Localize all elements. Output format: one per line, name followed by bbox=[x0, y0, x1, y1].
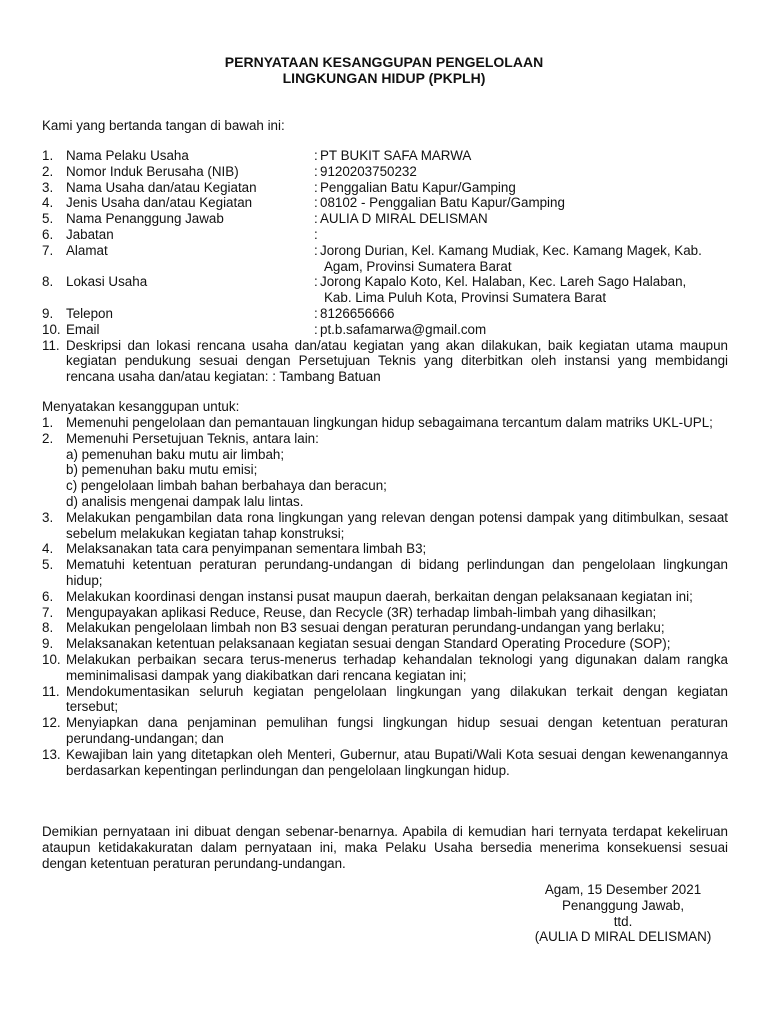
field-row: 2. Nomor Induk Berusaha (NIB) : 9120203750232 bbox=[42, 164, 728, 180]
closing-paragraph: Demikian pernyataan ini dibuat dengan sebenar-benarnya. Apabila di kemudian hari ternyata terdapat kekeliruan ataupun ketidakakuratan dalam pernyataan ini, maka Pelaku Usaha bersedia menerima konsekuensi sesuai dengan ketentuan peraturan perundang-undangan. bbox=[42, 824, 728, 871]
field-value: AULIA D MIRAL DELISMAN bbox=[320, 211, 488, 227]
field-value: 08102 - Penggalian Batu Kapur/Gamping bbox=[320, 195, 565, 211]
field-value: 9120203750232 bbox=[320, 163, 417, 179]
field-row-description bbox=[42, 338, 728, 385]
field-value: 8126656666 bbox=[320, 305, 395, 321]
field-value: PT BUKIT SAFA MARWA bbox=[320, 148, 472, 163]
field-row: 1. Nama Pelaku Usaha : PT BUKIT SAFA MARWA bbox=[42, 148, 728, 164]
list-item: 9. Melaksanakan ketentuan pelaksanaan kegiatan sesuai dengan Standard Operating Procedure (SOP); bbox=[42, 636, 671, 652]
list-item: b) pemenuhan baku mutu emisi; bbox=[66, 462, 258, 478]
field-value bbox=[320, 243, 728, 275]
field-number: 5. bbox=[42, 211, 54, 227]
list-item: 6. Melakukan koordinasi dengan instansi pusat maupun daerah, berkaitan dengan pelaksanaan kegiatan ini; bbox=[42, 588, 693, 604]
list-item: 3. Melakukan pengambilan data rona lingkungan yang relevan dengan potensi dampak yang ditimbulkan, sesaat sebelum melakukan kegiatan tahap konstruksi; bbox=[42, 509, 728, 541]
field-number: 7. bbox=[42, 242, 54, 258]
declaration-list bbox=[42, 415, 728, 778]
field-row: 5. Nama Penanggung Jawab : AULIA D MIRAL DELISMAN bbox=[42, 211, 728, 227]
intro-text: Kami yang bertanda tangan di bawah ini: bbox=[42, 118, 285, 133]
field-value bbox=[320, 274, 728, 306]
field-row: 4. Jenis Usaha dan/atau Kegiatan : 08102 - Penggalian Batu Kapur/Gamping bbox=[42, 195, 728, 211]
list-item: 13. Kewajiban lain yang ditetapkan oleh Menteri, Gubernur, atau Bupati/Wali Kota sesuai dengan kewenangannya berdasarkan kepentingan perlindungan dan pengelolaan lingkungan hidup. bbox=[42, 746, 728, 778]
field-label: Nama Pelaku Usaha bbox=[66, 148, 189, 163]
field-label: Nama Penanggung Jawab bbox=[66, 211, 224, 227]
field-number: 8. bbox=[42, 274, 54, 290]
description-text: Deskripsi dan lokasi rencana usaha dan/atau kegiatan yang akan dilakukan, baik kegiatan utama maupun kegiatan pendukung sesuai dengan Persetujuan Teknis yang diterbitkan oleh instansi yang membidangi rencana usaha dan/atau kegiatan: : Tambang Batuan bbox=[66, 337, 728, 385]
field-value-continuation: Agam, Provinsi Sumatera Barat bbox=[324, 258, 512, 274]
signature-name: (AULIA D MIRAL DELISMAN) bbox=[534, 929, 712, 945]
field-value-line: Jorong Durian, Kel. Kamang Mudiak, Kec. Kamang Magek, Kab. bbox=[320, 242, 702, 258]
field-value-line: Jorong Kapalo Koto, Kel. Halaban, Kec. Lareh Sago Halaban, bbox=[320, 274, 687, 290]
signature-ttd: ttd. bbox=[613, 913, 633, 929]
field-value-continuation: Kab. Lima Puluh Kota, Provinsi Sumatera Barat bbox=[324, 290, 607, 306]
field-number: 1. bbox=[42, 148, 54, 163]
field-row: 9. Telepon : 8126656666 bbox=[42, 306, 728, 322]
field-row: 6. Jabatan : bbox=[42, 227, 728, 243]
list-item: d) analisis mengenai dampak lalu lintas. bbox=[66, 493, 304, 509]
declaration-heading: Menyatakan kesanggupan untuk: bbox=[42, 399, 240, 414]
field-label: Email bbox=[66, 321, 100, 337]
field-number: 3. bbox=[42, 179, 54, 195]
field-label: Jenis Usaha dan/atau Kegiatan bbox=[66, 195, 253, 211]
field-number: 10. bbox=[42, 321, 61, 337]
signature-block bbox=[500, 882, 746, 945]
field-value: pt.b.safamarwa@gmail.com bbox=[320, 321, 487, 337]
list-item: 12. Menyiapkan dana penjaminan pemulihan fungsi lingkungan hidup sesuai dengan ketentuan peraturan perundang-undangan; dan bbox=[42, 715, 728, 746]
list-item: a) pemenuhan baku mutu air limbah; bbox=[66, 446, 285, 462]
list-item: c) pengelolaan limbah bahan berbahaya dan beracun; bbox=[66, 478, 387, 494]
identity-fields bbox=[42, 148, 728, 385]
list-item: 2. Memenuhi Persetujuan Teknis, antara lain: bbox=[42, 430, 319, 446]
field-number: 4. bbox=[42, 195, 54, 211]
list-item: 11. Mendokumentasikan seluruh kegiatan pengelolaan lingkungan yang dilakukan terkait dengan kegiatan tersebut; bbox=[42, 683, 728, 715]
title-line-2: LINGKUNGAN HIDUP (PKPLH) bbox=[282, 70, 486, 86]
document-title bbox=[0, 54, 768, 86]
field-row: 10. Email : pt.b.safamarwa@gmail.com bbox=[42, 322, 728, 338]
field-label: Telepon bbox=[66, 305, 113, 321]
signature-place-date: Agam, 15 Desember 2021 bbox=[544, 882, 702, 897]
list-item: 8. Melakukan pengelolaan limbah non B3 sesuai dengan peraturan perundang-undangan yang berlaku; bbox=[42, 620, 665, 636]
list-item: 1. Memenuhi pengelolaan dan pemantauan lingkungan hidup sebagaimana tercantum dalam matriks UKL-UPL; bbox=[42, 415, 713, 430]
field-label: Nomor Induk Berusaha (NIB) bbox=[66, 163, 239, 179]
list-item: 4. Melaksanakan tata cara penyimpanan sementara limbah B3; bbox=[42, 541, 427, 557]
field-label: Nama Usaha dan/atau Kegiatan bbox=[66, 179, 257, 195]
title-line-1: PERNYATAAN KESANGGUPAN PENGELOLAAN bbox=[224, 54, 544, 70]
list-item: 7. Mengupayakan aplikasi Reduce, Reuse, dan Recycle (3R) terhadap limbah-limbah yang dihasilkan; bbox=[42, 604, 657, 620]
field-row: 8. Lokasi Usaha : Jorong Kapalo Koto, Kel. Halaban, Kec. Lareh Sago Halaban, Kab. Lima Puluh Kota, Provinsi Sumatera Barat bbox=[42, 274, 728, 306]
field-number: 2. bbox=[42, 163, 54, 179]
field-label: Jabatan bbox=[66, 226, 114, 242]
field-row: 3. Nama Usaha dan/atau Kegiatan : Penggalian Batu Kapur/Gamping bbox=[42, 180, 728, 196]
list-item: 5. Mematuhi ketentuan peraturan perundang-undangan di bidang perlindungan dan pengelolaan lingkungan hidup; bbox=[42, 557, 728, 588]
list-item: 10. Melakukan perbaikan secara terus-menerus terhadap kehandalan teknologi yang digunakan dalam rangka meminimalisasi dampak yang diakibatkan dari rencana kegiatan ini; bbox=[42, 651, 728, 683]
field-label: Lokasi Usaha bbox=[66, 274, 148, 290]
field-label: Alamat bbox=[66, 242, 108, 258]
field-number: 6. bbox=[42, 226, 54, 242]
field-value bbox=[320, 227, 728, 243]
field-value: Penggalian Batu Kapur/Gamping bbox=[320, 179, 516, 195]
field-row: 7. Alamat : Jorong Durian, Kel. Kamang Mudiak, Kec. Kamang Magek, Kab. Agam, Provinsi Sumatera Barat bbox=[42, 243, 728, 275]
signature-role: Penanggung Jawab, bbox=[561, 897, 685, 913]
field-number: 11. bbox=[42, 337, 60, 353]
field-number: 9. bbox=[42, 305, 54, 321]
